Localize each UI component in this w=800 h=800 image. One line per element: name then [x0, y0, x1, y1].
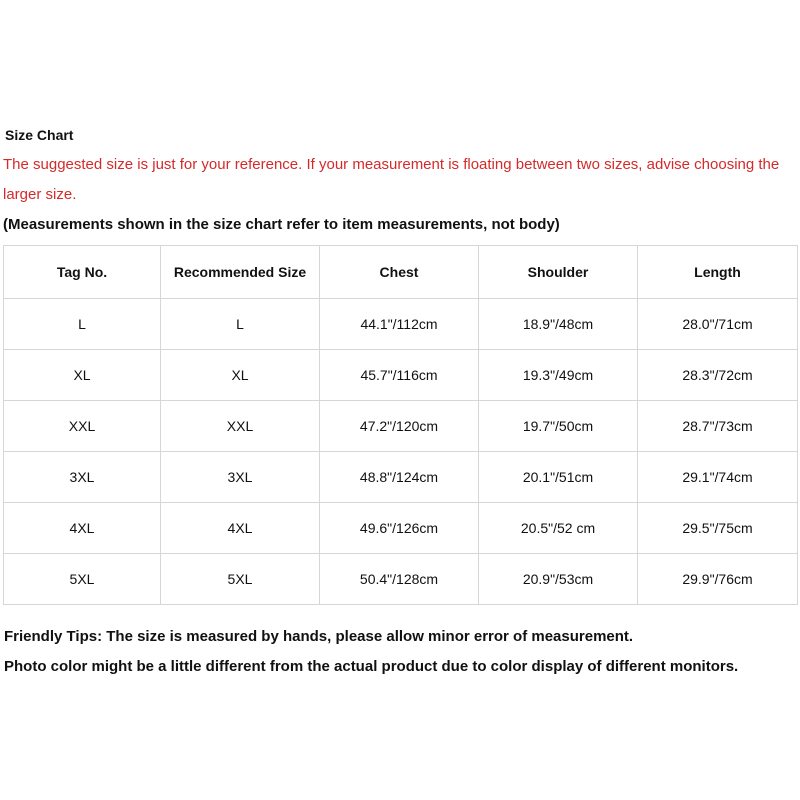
table-row [4, 299, 798, 350]
table-header-row [4, 246, 798, 299]
cell-shoulder: 19.7"/50cm [479, 401, 638, 452]
cell-length: 28.0"/71cm [638, 299, 798, 350]
size-chart-title: Size Chart [5, 127, 74, 143]
cell-tag-no: 4XL [4, 503, 161, 554]
cell-chest: 45.7"/116cm [320, 350, 479, 401]
cell-length: 29.9"/76cm [638, 554, 798, 605]
table-row [4, 554, 798, 605]
cell-tag-no: 3XL [4, 452, 161, 503]
cell-shoulder: 19.3"/49cm [479, 350, 638, 401]
cell-length: 28.7"/73cm [638, 401, 798, 452]
cell-recommended-size: 5XL [161, 554, 320, 605]
cell-tag-no: XXL [4, 401, 161, 452]
table-row [4, 503, 798, 554]
header-tag-no: Tag No. [4, 246, 161, 299]
measurement-note: (Measurements shown in the size chart refer to item measurements, not body) [3, 216, 560, 233]
friendly-tips: Friendly Tips: The size is measured by hands, please allow minor error of measurement. [4, 628, 634, 645]
cell-recommended-size: L [161, 299, 320, 350]
cell-length: 29.5"/75cm [638, 503, 798, 554]
cell-length: 28.3"/72cm [638, 350, 798, 401]
header-chest: Chest [320, 246, 479, 299]
header-length: Length [638, 246, 798, 299]
cell-recommended-size: XL [161, 350, 320, 401]
cell-length: 29.1"/74cm [638, 452, 798, 503]
cell-shoulder: 18.9"/48cm [479, 299, 638, 350]
cell-recommended-size: 3XL [161, 452, 320, 503]
cell-recommended-size: 4XL [161, 503, 320, 554]
table-row [4, 350, 798, 401]
cell-chest: 47.2"/120cm [320, 401, 479, 452]
cell-recommended-size: XXL [161, 401, 320, 452]
photo-color-note: Photo color might be a little different from the actual product due to color display of different monitors. [4, 658, 739, 675]
cell-shoulder: 20.9"/53cm [479, 554, 638, 605]
cell-tag-no: L [4, 299, 161, 350]
cell-chest: 50.4"/128cm [320, 554, 479, 605]
cell-chest: 48.8"/124cm [320, 452, 479, 503]
size-recommendation-notice: The suggested size is just for your reference. If your measurement is floating between two sizes, advise choosing the larger size. [3, 156, 780, 203]
header-recommended-size: Recommended Size [161, 246, 320, 299]
cell-tag-no: XL [4, 350, 161, 401]
table-row [4, 452, 798, 503]
table-row [4, 401, 798, 452]
cell-chest: 44.1"/112cm [320, 299, 479, 350]
header-shoulder: Shoulder [479, 246, 638, 299]
cell-shoulder: 20.5"/52 cm [479, 503, 638, 554]
cell-shoulder: 20.1"/51cm [479, 452, 638, 503]
cell-tag-no: 5XL [4, 554, 161, 605]
size-table [3, 245, 798, 605]
cell-chest: 49.6"/126cm [320, 503, 479, 554]
